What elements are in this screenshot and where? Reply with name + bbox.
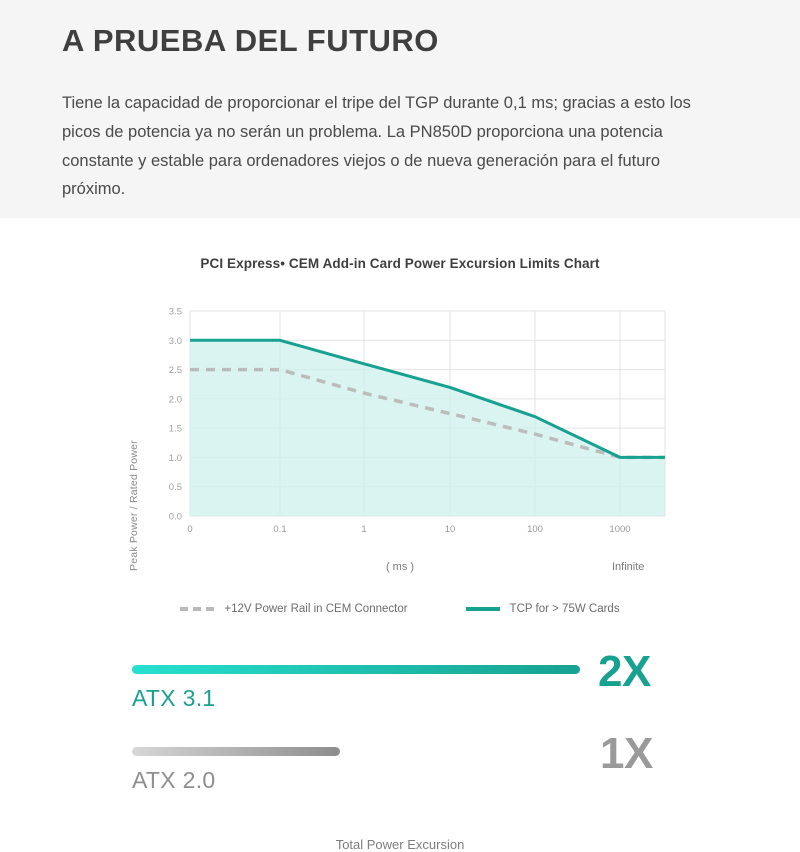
power-excursion-chart <box>0 271 800 571</box>
power-excursion-bars <box>0 649 800 809</box>
legend-item-tcp <box>466 603 620 615</box>
svg-text:0: 0 <box>187 524 193 535</box>
svg-text:1000: 1000 <box>609 524 631 535</box>
bar-label-atx20: ATX 2.0 <box>132 767 216 793</box>
svg-text:10: 10 <box>444 524 456 535</box>
excursion-caption: Total Power Excursion <box>335 837 465 852</box>
bar-fill-atx20 <box>132 747 340 756</box>
chart-x-tick-infinite: Infinite <box>612 561 645 573</box>
svg-text:3.0: 3.0 <box>168 335 182 347</box>
chart-legend <box>0 603 800 615</box>
svg-text:0.1: 0.1 <box>273 524 287 535</box>
svg-text:0.0: 0.0 <box>168 511 182 523</box>
chart-x-axis-label: ( ms ) <box>385 561 415 573</box>
svg-text:3.5: 3.5 <box>168 306 182 318</box>
bar-multiplier-atx31: 2X <box>598 647 651 696</box>
chart-plot-area <box>0 271 800 601</box>
svg-text:1: 1 <box>361 524 367 535</box>
svg-text:2.0: 2.0 <box>168 394 182 406</box>
legend-label-tcp: TCP for > 75W Cards <box>509 603 620 615</box>
svg-text:2.5: 2.5 <box>168 365 182 377</box>
chart-section <box>0 218 800 852</box>
svg-text:1.5: 1.5 <box>168 423 182 435</box>
hero-paragraph: Tiene la capacidad de proporcionar el tripe del TGP durante 0,1 ms; gracias a esto los picos de potencia ya no serán un problema. La PN850D proporciona una potencia constante y estable para ordenadores viejos o de nueva generación para el futuro próximo. <box>62 93 691 199</box>
bar-fill-atx31 <box>132 665 580 674</box>
bar-label-atx31: ATX 3.1 <box>132 685 216 711</box>
legend-item-12v-rail <box>180 603 407 615</box>
svg-text:100: 100 <box>527 524 543 535</box>
chart-y-axis-label: Peak Power / Rated Power <box>128 440 140 571</box>
hero-section <box>0 0 800 218</box>
svg-text:1.0: 1.0 <box>168 452 182 464</box>
solid-line-icon <box>466 607 500 611</box>
legend-label-12v-rail: +12V Power Rail in CEM Connector <box>224 603 408 615</box>
chart-title: PCI Express• CEM Add-in Card Power Excursion Limits Chart <box>200 256 600 271</box>
dashed-line-icon <box>180 607 214 611</box>
svg-text:0.5: 0.5 <box>168 482 182 494</box>
bar-multiplier-atx20: 1X <box>600 729 653 778</box>
page-title: A PRUEBA DEL FUTURO <box>62 23 439 58</box>
